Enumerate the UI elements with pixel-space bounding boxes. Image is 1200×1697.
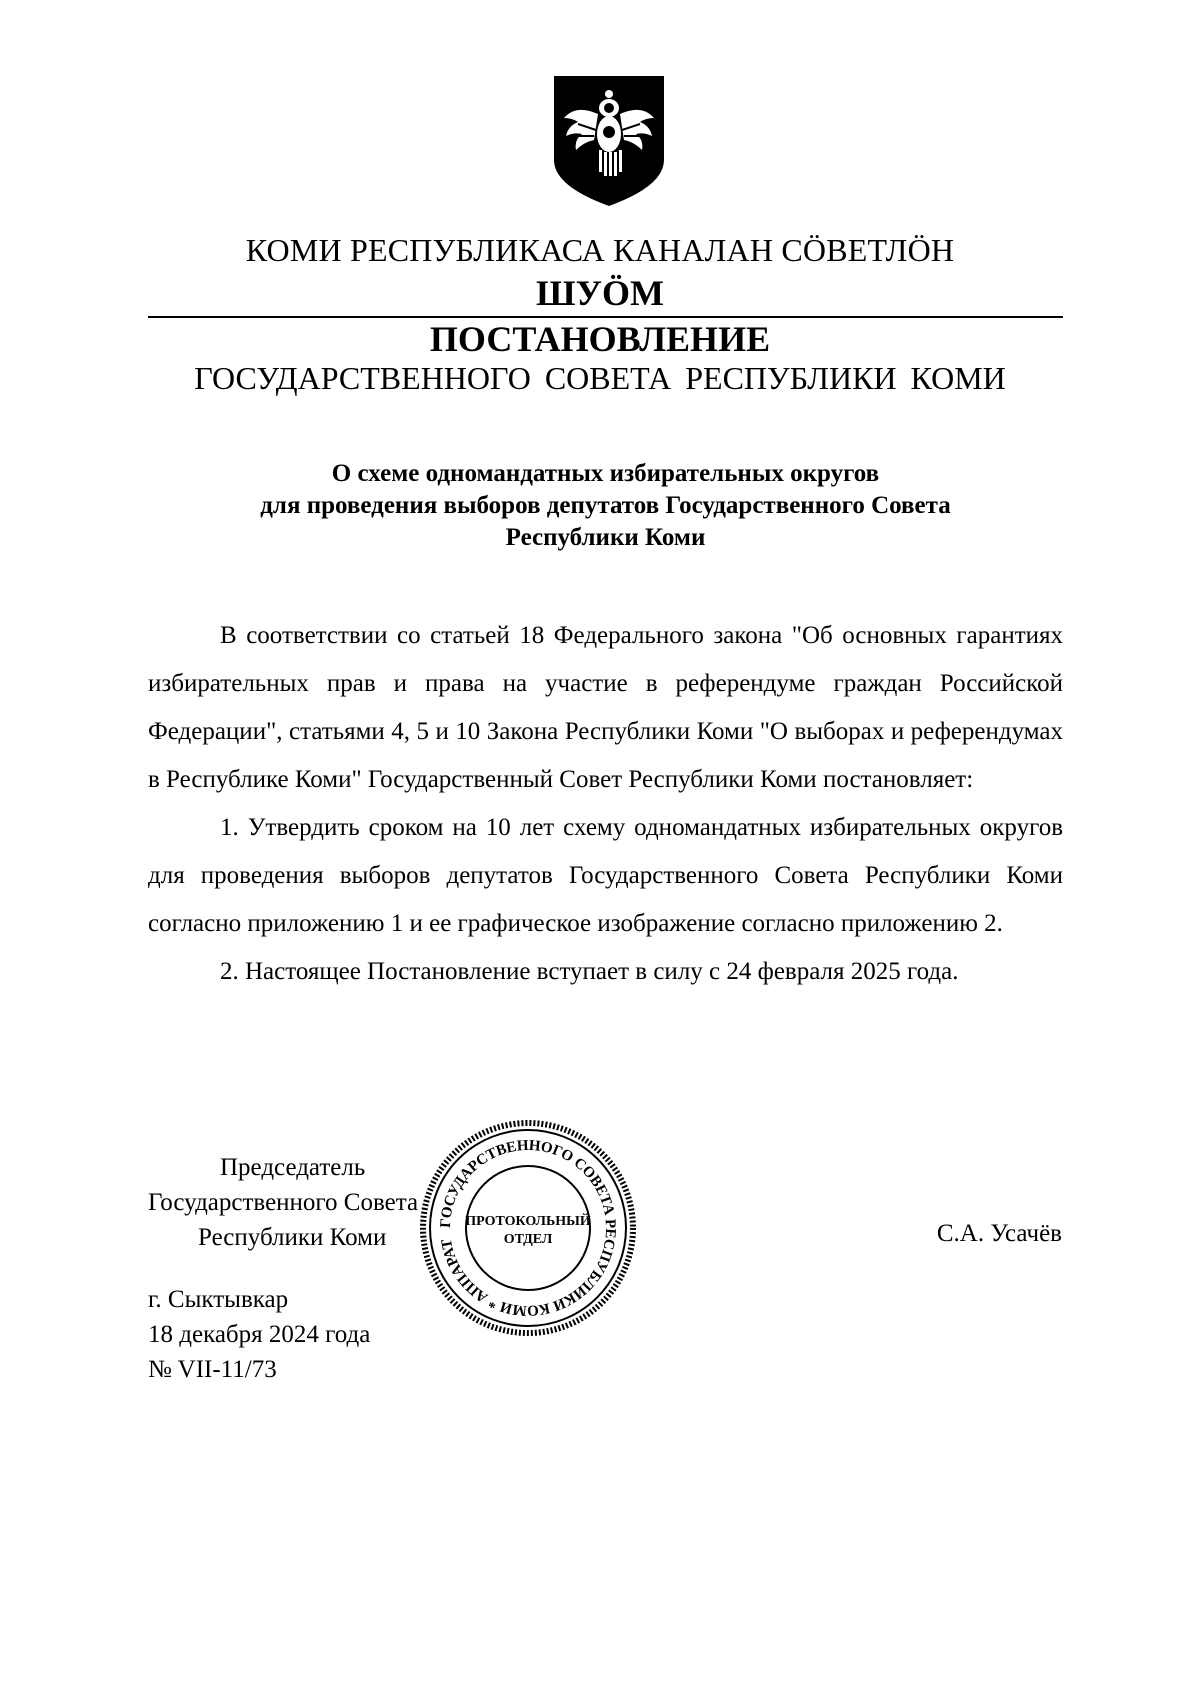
stamp-center-line: ПРОТОКОЛЬНЫЙ (465, 1214, 591, 1229)
position-line: Председатель (220, 1154, 366, 1181)
document-title (148, 458, 1063, 554)
stamp-center-line: ОТДЕЛ (503, 1232, 553, 1247)
signatory-name: С.А. Усачёв (936, 1220, 1062, 1247)
title-line: Республики Коми (505, 524, 706, 551)
signatory-position (148, 1150, 418, 1255)
issue-place: г. Сыктывкар (148, 1286, 289, 1313)
item-1-paragraph: 1. Утвердить сроком на 10 лет схему одномандатных избирательных округов для проведения выборов депутатов Государственного Совета Республики Коми согласно приложению 1 и ее графическое изображение согласно приложению 2. (148, 814, 1063, 937)
item-2-paragraph: 2. Настоящее Постановление вступает в силу с 24 февраля 2025 года. (220, 958, 959, 985)
komi-council-name: КОМИ РЕСПУБЛИКАСА КАНАЛАН СÖВЕТЛÖН (245, 232, 955, 268)
preamble-paragraph: В соответствии со статьей 18 Федерального закона "Об основных гарантиях избирательных прав и права на участие в референдуме граждан Российской Федерации", статьями 4, 5 и 10 Закона Республики Коми "О выборах и референдумах в Республике Коми" Государственный Совет Республики Коми постановляет: (148, 622, 1063, 793)
document-type: ПОСТАНОВЛЕНИЕ (429, 319, 771, 359)
council-name: ГОСУДАРСТВЕННОГО СОВЕТА РЕСПУБЛИКИ КОМИ (194, 360, 1006, 396)
official-stamp (417, 1117, 639, 1339)
document-footer (148, 1282, 370, 1387)
position-line: Республики Коми (198, 1224, 387, 1251)
document-number: № VII-11/73 (148, 1356, 277, 1383)
komi-coat-of-arms-icon (552, 74, 666, 208)
document-body (148, 612, 1063, 996)
title-line: О схеме одномандатных избирательных округов (331, 460, 880, 487)
komi-document-type: ШУÖМ (536, 273, 664, 313)
stamp-ring-text: ГОСУДАРСТВЕННОГО СОВЕТА РЕСПУБЛИКИ КОМИ * АППАРАТ (437, 1137, 619, 1319)
issue-date: 18 декабря 2024 года (148, 1321, 371, 1348)
position-line: Государственного Совета (148, 1189, 419, 1216)
title-line: для проведения выборов депутатов Государственного Совета (260, 492, 951, 519)
